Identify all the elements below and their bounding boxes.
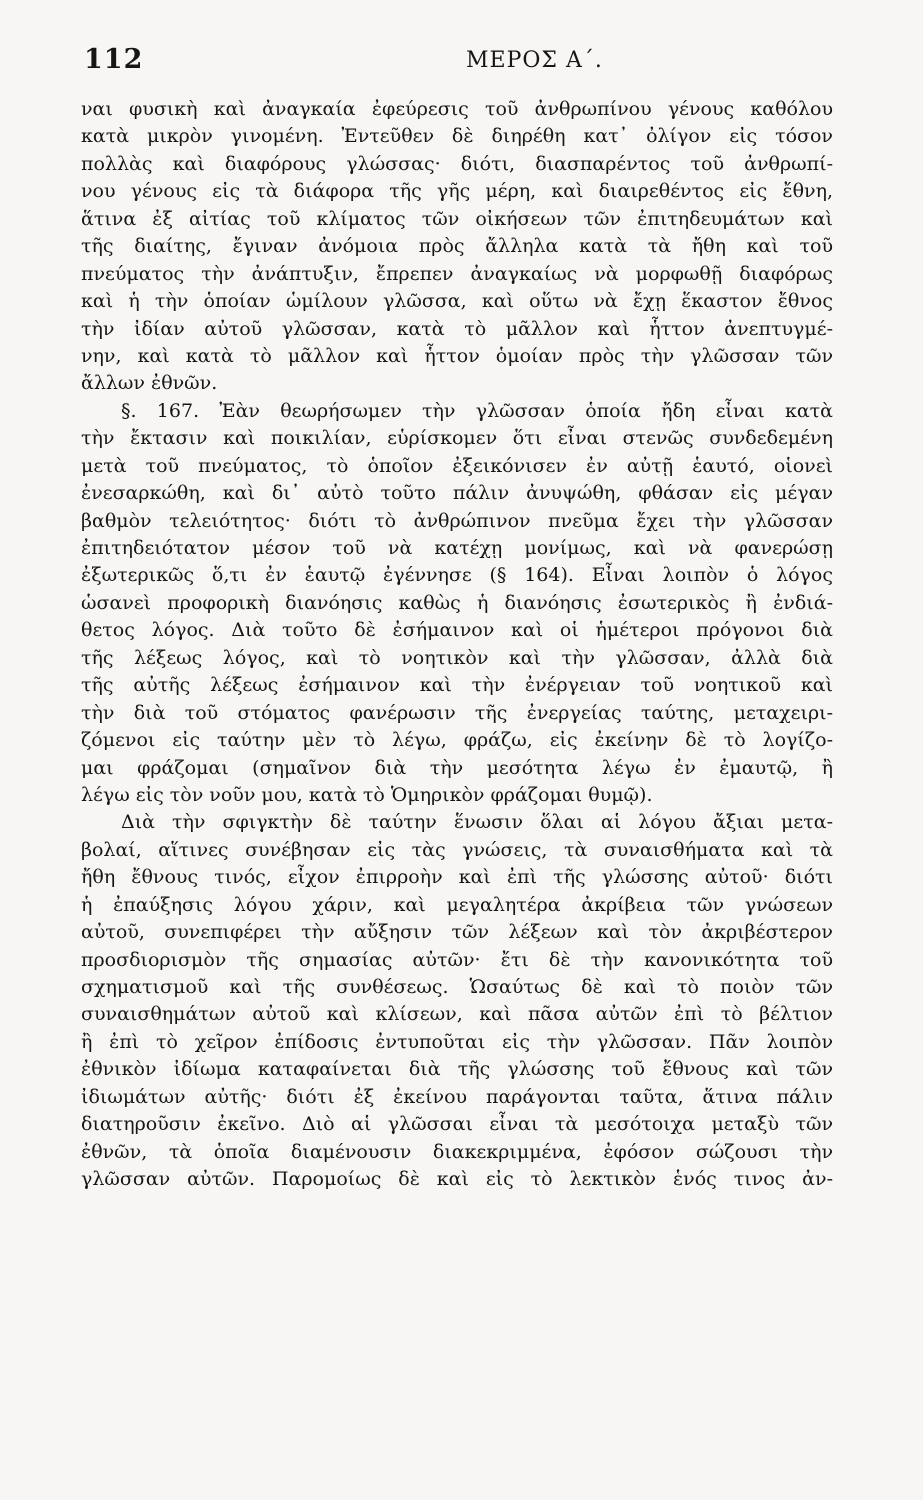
text-line: ἐνεσαρκώθη, καὶ δι᾽ αὐτὸ τοῦτο πάλιν ἀνυψώθη, φθάσαν εἰς μέγαν bbox=[81, 482, 833, 505]
text-line: νην, καὶ κατὰ τὸ μᾶλλον καὶ ἧττον ὁμοίαν πρὸς τὴν γλῶσσαν τῶν bbox=[81, 344, 833, 367]
text-line: μετὰ τοῦ πνεύματος, τὸ ὁποῖον ἐξεικόνισεν ἐν αὐτῇ ἑαυτό, οἱονεὶ bbox=[81, 454, 833, 477]
text-line: ἅτινα ἐξ αἰτίας τοῦ κλίματος τῶν οἰκήσεων τῶν ἐπιτηδευμάτων καὶ bbox=[81, 207, 833, 230]
text-line: πνεύματος τὴν ἀνάπτυξιν, ἔπρεπεν ἀναγκαίως νὰ μορφωθῇ διαφόρως bbox=[81, 262, 833, 285]
text-line: §. 167. Ἐὰν θεωρήσωμεν τὴν γλῶσσαν ὁποία ἤδη εἶναι κατὰ bbox=[121, 399, 833, 422]
text-line: βαθμὸν τελειότητος· διότι τὸ ἀνθρώπινον πνεῦμα ἔχει τὴν γλῶσσαν bbox=[81, 509, 833, 532]
text-line: προσδιορισμὸν τῆς σημασίας αὐτῶν· ἔτι δὲ τὴν κανονικότητα τοῦ bbox=[81, 948, 833, 971]
text-line: κατὰ μικρὸν γινομένη. Ἐντεῦθεν δὲ διηρέθη κατ᾽ ὀλίγον εἰς τόσον bbox=[81, 125, 833, 148]
text-line: ἐθνικὸν ἰδίωμα καταφαίνεται διὰ τῆς γλώσσης τοῦ ἔθνους καὶ τῶν bbox=[81, 1058, 833, 1081]
page-header bbox=[80, 44, 832, 84]
text-line: τὴν ἰδίαν αὐτοῦ γλῶσσαν, κατὰ τὸ μᾶλλον καὶ ἧττον ἀνεπτυγμέ- bbox=[81, 317, 833, 340]
text-line: ἰδιωμάτων αὐτῆς· διότι ἐξ ἐκείνου παράγονται ταῦτα, ἅτινα πάλιν bbox=[81, 1085, 833, 1108]
text-line: ναι φυσικὴ καὶ ἀναγκαία ἐφεύρεσις τοῦ ἀνθρωπίνου γένους καθόλου bbox=[81, 98, 833, 120]
text-line: αὐτοῦ, συνεπιφέρει τὴν αὔξησιν τῶν λέξεων καὶ τὸν ἀκριβέστερον bbox=[81, 921, 833, 944]
text-line: τὴν διὰ τοῦ στόματος φανέρωσιν τῆς ἐνεργείας ταύτης, μεταχειρι- bbox=[81, 701, 833, 724]
text-line: τῆς αὐτῆς λέξεως ἐσήμαινον καὶ τὴν ἐνέργειαν τοῦ νοητικοῦ καὶ bbox=[81, 674, 833, 697]
body-text bbox=[81, 96, 833, 1194]
text-line: ἤθη ἔθνους τινός, εἶχον ἐπιρροὴν καὶ ἐπὶ τῆς γλώσσης αὐτοῦ· διότι bbox=[81, 866, 833, 889]
text-line: ἡ ἐπαύξησις λόγου χάριν, καὶ μεγαλητέρα ἀκρίβεια τῶν γνώσεων bbox=[81, 893, 833, 916]
text-line: καὶ ἡ τὴν ὁποίαν ὡμίλουν γλῶσσα, καὶ οὕτω νὰ ἔχῃ ἕκαστον ἔθνος bbox=[81, 290, 833, 313]
text-line: ἄλλων ἐθνῶν. bbox=[81, 372, 218, 395]
text-line: θετος λόγος. Διὰ τοῦτο δὲ ἐσήμαινον καὶ οἱ ἡμέτεροι πρόγονοι διὰ bbox=[81, 619, 833, 642]
text-line: ἐθνῶν, τὰ ὁποῖα διαμένουσιν διακεκριμμένα, ἐφόσον σώζουσι τὴν bbox=[81, 1140, 833, 1163]
text-line: βολαί, αἵτινες συνέβησαν εἰς τὰς γνώσεις, τὰ συναισθήματα καὶ τὰ bbox=[81, 838, 833, 861]
text-line: νου γένους εἰς τὰ διάφορα τῆς γῆς μέρη, καὶ διαιρεθέντος εἰς ἔθνη, bbox=[81, 180, 833, 203]
text-line: ἢ ἐπὶ τὸ χεῖρον ἐπίδοσις ἐντυποῦται εἰς τὴν γλῶσσαν. Πᾶν λοιπὸν bbox=[81, 1030, 833, 1053]
text-line: ζόμενοι εἰς ταύτην μὲν τὸ λέγω, φράζω, εἰς ἐκείνην δὲ τὸ λογίζο- bbox=[81, 729, 833, 752]
text-line: Διὰ τὴν σφιγκτὴν δὲ ταύτην ἕνωσιν ὅλαι αἱ λόγου ἄξιαι μετα- bbox=[121, 811, 833, 834]
page-number: 112 bbox=[84, 44, 144, 75]
text-line: τὴν ἔκτασιν καὶ ποικιλίαν, εὑρίσκομεν ὅτι εἶναι στενῶς συνδεδεμένη bbox=[81, 427, 833, 450]
text-line: γλῶσσαν αὐτῶν. Παρομοίως δὲ καὶ εἰς τὸ λεκτικὸν ἑνός τινος ἀν- bbox=[81, 1168, 833, 1191]
running-head: ΜΕΡΟΣ Α΄. bbox=[466, 48, 603, 73]
text-line: λέγω εἰς τὸν νοῦν μου, κατὰ τὸ Ὁμηρικὸν φράζομαι θυμῷ). bbox=[81, 783, 653, 806]
text-line: ὡσανεὶ προφορικὴ διανόησις καθὼς ἡ διανόησις ἐσωτερικὸς ἢ ἐνδιά- bbox=[81, 591, 833, 614]
text-line: ἐπιτηδειότατον μέσον τοῦ νὰ κατέχῃ μονίμως, καὶ νὰ φανερώσῃ bbox=[81, 537, 833, 559]
text-line: συναισθημάτων αὐτοῦ καὶ κλίσεων, καὶ πᾶσα αὐτῶν ἐπὶ τὸ βέλτιον bbox=[81, 1003, 833, 1026]
text-line: διατηροῦσιν ἐκεῖνο. Διὸ αἱ γλῶσσαι εἶναι τὰ μεσότοιχα μεταξὺ τῶν bbox=[81, 1113, 833, 1136]
text-line: πολλὰς καὶ διαφόρους γλώσσας· διότι, διασπαρέντος τοῦ ἀνθρωπί- bbox=[81, 152, 833, 175]
text-line: σχηματισμοῦ καὶ τῆς συνθέσεως. Ὡσαύτως δὲ καὶ τὸ ποιὸν τῶν bbox=[81, 976, 833, 998]
text-line: μαι φράζομαι (σημαῖνον διὰ τὴν μεσότητα λέγω ἐν ἐμαυτῷ, ἢ bbox=[81, 756, 833, 779]
text-line: τῆς διαίτης, ἔγιναν ἀνόμοια πρὸς ἄλληλα κατὰ τὰ ἤθη καὶ τοῦ bbox=[81, 235, 833, 258]
text-line: τῆς λέξεως λόγος, καὶ τὸ νοητικὸν καὶ τὴν γλῶσσαν, ἀλλὰ διὰ bbox=[81, 646, 833, 669]
text-line: ἐξωτερικῶς ὅ,τι ἐν ἑαυτῷ ἐγέννησε (§ 164). Εἶναι λοιπὸν ὁ λόγος bbox=[81, 564, 833, 587]
